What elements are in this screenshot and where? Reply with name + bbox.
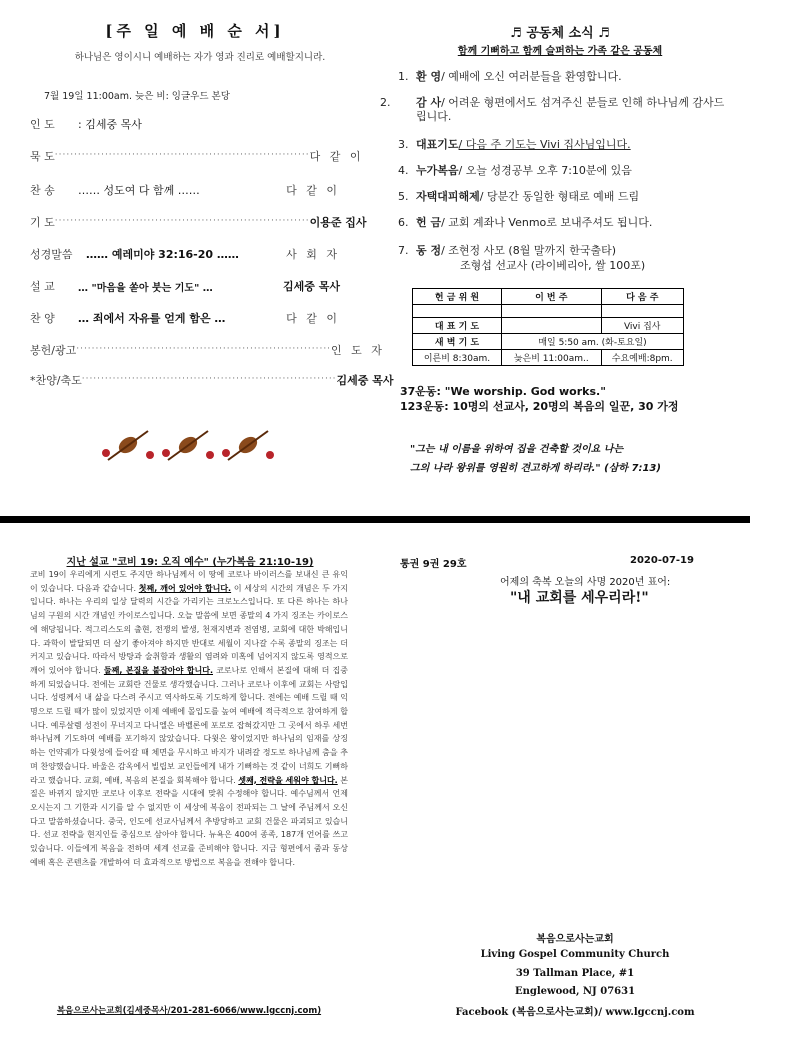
table-cell: 새 벽 기 도 [413,334,502,350]
sermon-point: 첫째, 깨어 있어야 합니다. [138,583,232,593]
issue-number: 통권 9권 29호 [400,559,467,570]
sermon-text: 이 세상의 시간의 개념은 두 가지입니다. 하나는 우리의 일상 달력의 시간을 가리키는 크로노스입니다. 또 다른 하나는 하나님의 구원의 시간 개념인 카이로스입니다. 오늘 말씀에 보면 종말의 4 가지 징조는 카이로스에 해당됩니다. 적그리스도의 출현, 전쟁의 발생, 천재지변과 전염병, 교회에 대한 박해입니다. 과학이 발달되면 더 살기 좋아져야 하지만 반대로 세월이 지나갈 수록 종말의 징조는 더 커지고 있습니다. 따라서 방탕과 술취함과 생활의 염려와 미혹에 넘어지지 않도록 영적으로 깨어 있어야 합니다. [30,583,348,675]
table-cell: 대 표 기 도 [413,318,502,334]
motto-123: 123운동: 10명의 선교사, 20명의 복음의 일꾼, 30 가정 [400,400,679,413]
liturgy-row [30,246,340,262]
church-name-ko: 복음으로사는교회 [536,934,614,945]
page-divider [0,516,750,523]
news-item [398,70,728,84]
row-label: *찬양/축도 [30,374,82,387]
sermon-text: 본질은 바뀌지 않지만 코로나 이후로 전략을 시대에 맞춰 수정해야 합니다. 예수님께서 언제 오시는지 그 기한과 시기를 알 수 없지만 이 세상에 복음이 전파되는 그 날에 주님께서 오신다고 말씀하셨습니다. 중국, 인도에 선교사님께서 추방당하고 교회 건물은 파괴되고 있습니다. 선교 전략을 현지인들 중심으로 삼아야 합니다. 뉴욕은 400여 종족, 187개 언어를 쓰고 있습니다. 이들에게 복음을 전하며 세계 선교를 준비해야 합니다. 지금 형편에서 줌과 동상 예배 혹은 콘텐츠를 개발하여 더 효과적으로 방법으로 복음을 전해야 합니다. [30,775,348,867]
verse-line: 그의 나라 왕위를 영원히 견고하게 하리라." (삼하 7:13) [410,463,661,474]
sermon-summary [30,568,348,1008]
address-line2: Englewood, NJ 07631 [514,986,636,997]
news-item [398,244,728,258]
item-num: 5. [398,190,409,203]
leader-dots: ·································································· [76,344,332,354]
table-cell: 이른비 8:30am. [413,350,502,366]
table-row [413,289,684,305]
row-right: 김세중 목사 [283,280,340,293]
sermon-text: 코로나로 인해서 본질에 대해 더 집중하게 되었습니다. 전에는 교회란 건물로 생각했습니다. 그러나 코로나 이후에 교회는 사람입니다. 성령께서 내 삶을 다스려 주시고 역사하도록 기도하게 합니다. 전에는 예배 드릴 때 익명으로 드릴 때가 많이 있었지만 이제 예배에 몰입도를 높여 예배에 적극적으로 참여하게 합니다. 예루살렘 성전이 무너지고 다니엘은 바벨론에 포로로 잡혀갔지만 그 곳에서 하루 세번 하나님께 기도하며 예배를 포기하지 않았습니다. 다윗은 왕이었지만 하나님의 임재를 상징하는 언약궤가 다윗성에 들어갈 때 체면을 무시하고 바지가 내려갈 정도로 하나님께 춤을 추며 찬양했습니다. 바울은 감옥에서 빌립보 교인들에게 내가 기뻐하는 것 같이 너희도 기뻐하라고 했습니다. 교회, 예배, 복음의 본질을 회복해야 합니다. [30,665,348,785]
row-right: 김세중 목사 [336,374,394,387]
item-num: 1. [398,70,409,83]
row-label: 찬 송 [30,184,55,197]
table-cell [502,318,601,334]
news-item [398,216,728,230]
item-head: 누가복음 [416,164,459,177]
violin-icon [102,431,154,460]
liturgy-row [30,148,364,164]
theme-main: "내 교회를 세우리라!" [510,590,649,606]
item-num: 4. [398,164,409,177]
previous-sermon-title: 지난 설교 "코비 19: 오직 예수" (누가복음 21:10-19) [66,557,314,568]
violin-icon [222,431,274,460]
item-head: 환 영 [416,70,442,83]
liturgy-row [30,214,367,230]
item-num: 7. [398,244,409,257]
item-num: 6. [398,216,409,229]
row-label: 묵 도 [30,150,55,163]
table-row [413,305,684,318]
motto-37: 37운동: "We worship. God works." [400,385,606,398]
facebook-link[interactable]: Facebook (복음으로사는교회)/ www.lgccnj.com [455,1007,695,1018]
news-item [398,138,728,152]
service-info: 7월 19일 11:00am. 늦은 비: 잉글우드 본당 [44,91,230,102]
liturgy-row [30,342,385,358]
leader-dots: ·································································· [81,374,337,384]
liturgy-row [30,310,340,326]
item-text: / 예배에 오신 여러분들을 환영합니다. [441,70,622,83]
table-cell: 헌 금 위 원 [413,289,502,305]
item-head: 대표기도 [416,138,459,151]
row-right: 다 같 이 [309,150,364,163]
bible-verse [410,440,720,478]
table-cell: Vivi 집사 [601,318,684,334]
row-center: …… 예레미야 32:16-20 …… [86,248,239,261]
news-subtitle: 함께 기뻐하고 함께 슬퍼하는 가족 같은 공동체 [457,46,663,57]
liturgy-row [30,372,394,388]
liturgy-title: [주 일 예 배 순 서] [105,22,285,40]
row-label: 기 도 [30,216,55,229]
item-head: 자택대피해제 [416,190,480,203]
footer-contact: 복음으로사는교회(김세중목사/201-281-6066/www.lgccnj.com) [56,1006,322,1016]
row-right: 인 도 자 [331,344,385,357]
table-cell [502,305,601,318]
row-label: 봉헌/광고 [30,344,77,357]
duty-table [412,288,684,366]
item-text: / 다음 주 기도는 Vivi 집사님입니다. [458,138,631,151]
sermon-text: 코비 19이 우리에게 시련도 주지만 하나님께서 이 땅에 코로나 바이러스를 보내신 큰 유익이 있습니다. 다음과 같습니다. [30,570,348,593]
row-center: …… 성도여 다 함께 …… [78,184,200,197]
item-head: 동 정 [416,244,442,257]
table-cell: 이 번 주 [502,289,601,305]
row-label: 찬 양 [30,312,55,325]
liturgy-row [30,278,340,294]
table-cell: 다 음 주 [601,289,684,305]
violin-decoration-icon [98,425,288,465]
row-center: … 죄에서 자유를 얻게 함은 … [78,312,226,325]
row-right: : 김세중 목사 [78,118,142,131]
item-text: / 당분간 동일한 형태로 예배 드림 [479,190,640,203]
church-name-en: Living Gospel Community Church [480,949,670,960]
sermon-point: 셋째, 전략을 세워야 합니다. [238,775,338,785]
table-row [413,350,684,366]
liturgy-subtitle: 하나님은 영이시니 예배하는 자가 영과 진리로 예배할지니라. [74,52,326,63]
violin-icon [162,431,214,460]
news-item [398,164,728,178]
liturgy-row [30,116,340,132]
liturgy-row [30,182,340,198]
news-title: ♬ 공동체 소식 ♬ [510,26,610,41]
item-text: / 어려운 형편에서도 섬겨주신 분들로 인해 하나님께 감사드립니다. [416,96,725,123]
table-cell: 늦은비 11:00am.. [502,350,601,366]
theme-line: 어제의 축복 오늘의 사명 2020년 표어: [500,577,671,588]
table-cell [601,305,684,318]
table-cell [413,305,502,318]
verse-line: "그는 내 이름을 위하여 집을 건축할 것이요 나는 [410,444,624,455]
item-num: 2. [380,96,391,109]
row-label: 설 교 [30,280,55,293]
item-text: / 오늘 성경공부 오후 7:10분에 있음 [458,164,632,177]
row-right: 다 같 이 [286,184,340,197]
row-right: 이용준 집사 [309,216,367,229]
news-item [380,96,728,124]
item-head: 감 사 [416,96,442,109]
news-item-line2: 조형섭 선교사 (라이베리아, 쌀 100포) [460,259,646,272]
row-right: 다 같 이 [286,312,340,325]
address-line1: 39 Tallman Place, #1 [515,968,635,979]
sermon-point: 둘째, 본질을 붙잡아야 합니다. [103,665,213,675]
table-row [413,334,684,350]
row-label: 인 도 [30,118,55,131]
news-item [398,190,728,204]
leader-dots: ·································································· [54,216,310,226]
table-cell: 수요예배:8pm. [601,350,684,366]
item-head: 헌 금 [416,216,442,229]
table-row [413,318,684,334]
item-text: / 교회 계좌나 Venmo로 보내주셔도 됩니다. [441,216,653,229]
row-label: 성경말씀 [30,248,73,261]
row-right: 사 회 자 [286,248,340,261]
row-center: … "마음을 쏟아 붓는 기도" … [78,283,213,294]
table-cell: 매일 5:50 am. (화-토요일) [502,334,684,350]
item-text: / 조현정 사모 (8월 말까지 한국출타) [441,244,617,257]
leader-dots: ·································································· [54,150,310,160]
issue-date: 2020-07-19 [630,555,694,566]
item-num: 3. [398,138,409,151]
